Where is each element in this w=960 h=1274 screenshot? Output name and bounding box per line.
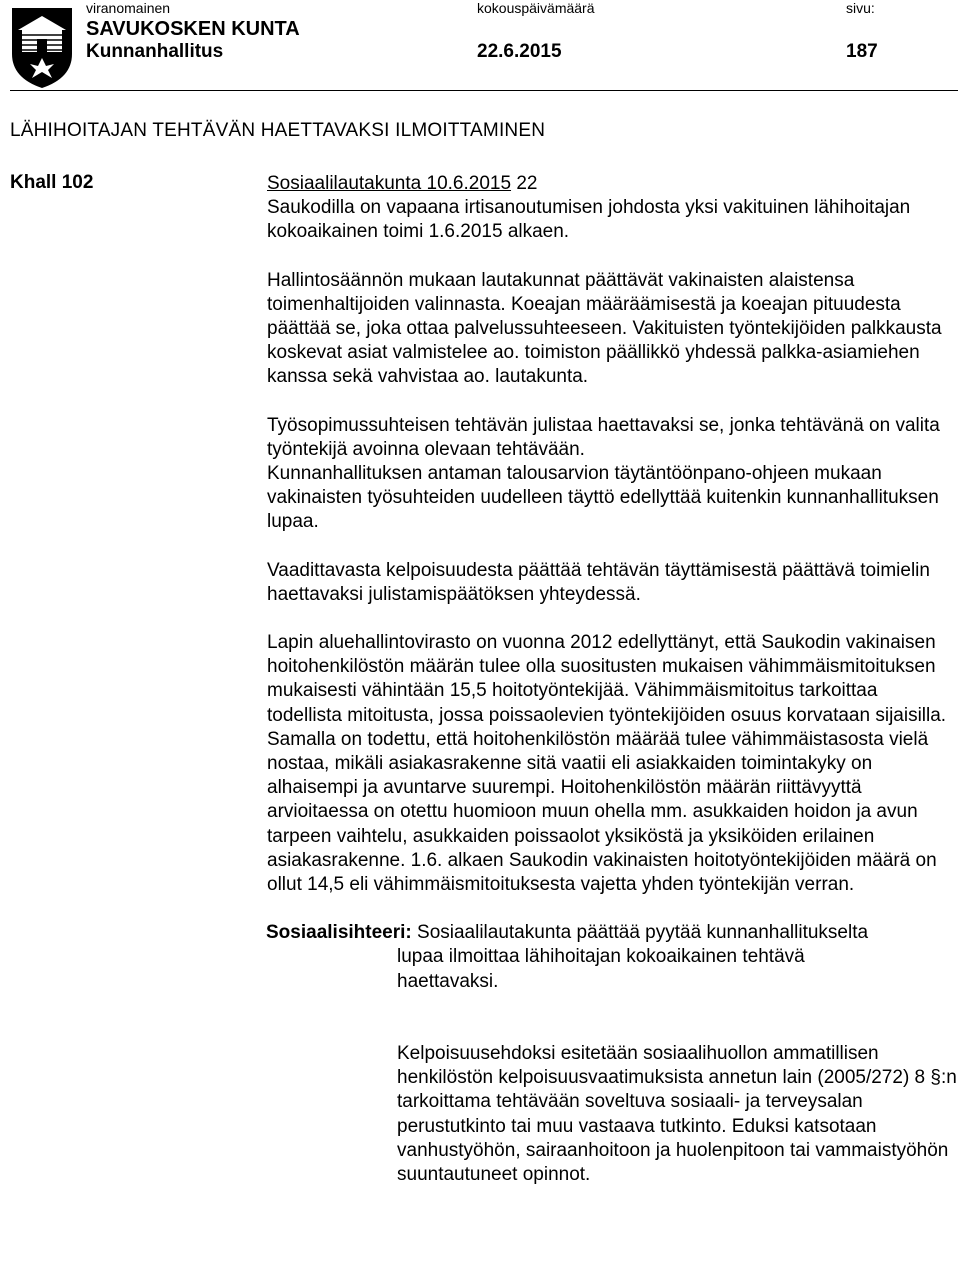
document-title: LÄHIHOITAJAN TEHTÄVÄN HAETTAVAKSI ILMOITTAMINEN [10,120,546,141]
section-id: Khall 102 [10,172,94,193]
meeting-date: 22.6.2015 [477,41,562,62]
page-number: 187 [846,41,878,62]
municipal-crest-icon [10,6,74,90]
header-rule [10,90,958,91]
document-body [267,172,957,1211]
proposal-text-first: Sosiaalilautakunta päättää pyytää kunnanhallitukselta [417,922,869,944]
paragraph-vacancy: Saukodilla on vapaana irtisanoutumisen johdosta yksi vakituinen lähihoitajan kokoaikainen toimi 1.6.2015 alkaen. [267,197,911,243]
reference-link[interactable]: Sosiaalilautakunta 10.6.2015 [267,173,512,194]
label-page: sivu: [846,0,875,16]
municipality-name: SAVUKOSKEN KUNTA [86,18,300,40]
paragraph-employment: Työsopimussuhteisen tehtävän julistaa haettavaksi se, jonka tehtävänä on valita työntekijä avoinna olevaan tehtävään. [267,414,940,460]
reference-number: 22 [516,173,538,194]
proposal-label: Sosiaalisihteeri: [266,922,412,944]
paragraph-qualification: Vaadittavasta kelpoisuudesta päättää tehtävän täyttämisestä päättävä toimielin haettavaksi julistamispäätöksen yhteydessä. [267,559,930,605]
label-meeting-date: kokouspäivämäärä [477,0,595,16]
paragraph-qualification-terms: Kelpoisuusehdoksi esitetään sosiaalihuollon ammatillisen henkilöstön kelpoisuusvaatimuksista annetun lain (2005/272) 8 §:n tarkoittama tehtävään soveltuva sosiaali- ja terveysalan perustutkinto tai muu vastaava tutkinto. Eduksi katsotaan vanhustyöhön, sairaanhoitoon ja huolenpitoon tai vammaistyöhön suuntautuneet opinnot. [397,1042,957,1185]
paragraph-staffing: Lapin aluehallintovirasto on vuonna 2012 edellyttänyt, että Saukodin vakinaisen hoitohenkilöstön määrän tulee olla suositusten mukaisen vähimmäismitoituksen mukaisesti vähintään 15,5 hoitotyöntekijää. Vähimmäismitoitus tarkoittaa todellista mitoitusta, jossa poissaolevien työntekijöiden osuus korvataan sijaisilla. Samalla on todettu, että hoitohenkilöstön määrää tulee vähimmäistasosta vielä nostaa, mikäli asiakasrakenne sitä vaatii eli asiakkaiden toimintakyky on alhaisempi ja avuntarve suurempi. Hoitohenkilöstön määrän riittävyyttä arvioitaessa on otettu huomioon muun ohella mm. asukkaiden hoidon ja avun tarpeen vaihtelu, asukkaiden poissaolot yksiköstä ja yksiköiden erilainen asiakasrakenne. 1.6. alkaen Saukodin vakinaisten hoitotyöntekijöiden määrä on ollut 14,5 eli vähimmäismitoituksesta vajetta yhden työntekijän verran. [267,632,947,896]
authority-name: Kunnanhallitus [86,41,224,62]
paragraph-regulation: Hallintosäännön mukaan lautakunnat päättävät vakinaisten alaistensa toimenhaltijoiden valinnasta. Koeajan määräämisestä ja koeajan pituudesta päättää se, joka ottaa palvelussuhteeseen. Vakituisten työntekijöiden palkkausta koskevat asiat valmistelee ao. toimiston päällikkö yhdessä palkka-asiamiehen kanssa sekä vahvistaa ao. lautakunta. [267,269,942,388]
proposal-text: lupaa ilmoittaa lähihoitajan kokoaikainen tehtävä haettavaksi. [397,946,805,992]
proposal-block [266,921,957,945]
paragraph-board-permission: Kunnanhallituksen antaman talousarvion täytäntöönpano-ohjeen mukaan vakinaisten työsuhteiden uudelleen täyttö edellyttää kuitenkin kunnanhallituksen lupaa. [267,463,939,533]
label-authority: viranomainen [86,0,171,16]
reference-line [267,172,957,196]
